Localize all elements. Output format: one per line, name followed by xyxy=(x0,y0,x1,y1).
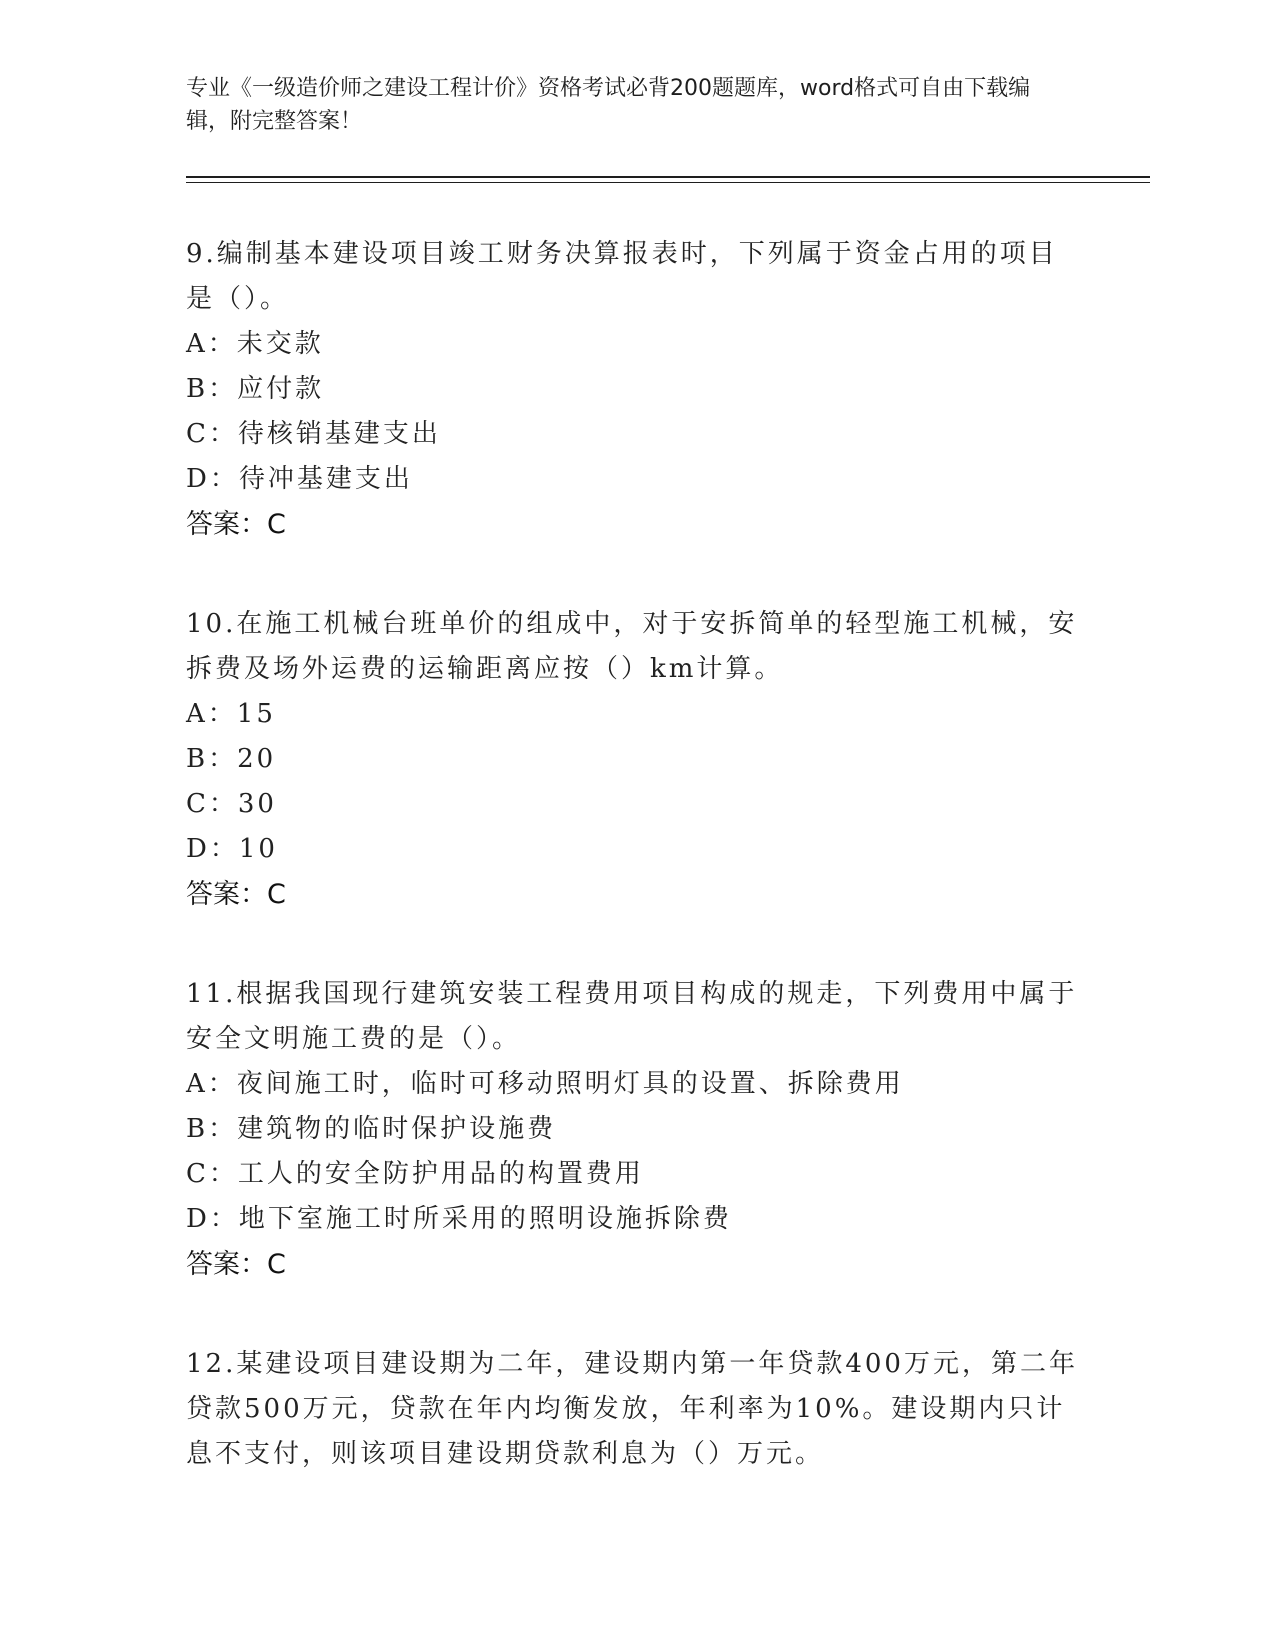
question-9 xyxy=(186,232,1086,547)
question-12 xyxy=(186,1342,1086,1477)
option-b: B：20 xyxy=(186,744,277,774)
question-stem: 10.在施工机械台班单价的组成中，对于安拆简单的轻型施工机械，安拆费及场外运费的运输距离应按（）km计算。 xyxy=(186,609,1078,684)
answer-line: 答案：C xyxy=(186,879,286,910)
option-a: A：夜间施工时，临时可移动照明灯具的设置、拆除费用 xyxy=(186,1069,904,1099)
question-list xyxy=(186,232,1086,1477)
option-a: A：未交款 xyxy=(186,329,324,359)
option-b: B：应付款 xyxy=(186,374,325,404)
question-stem: 12.某建设项目建设期为二年，建设期内第一年贷款400万元，第二年贷款500万元，贷款在年内均衡发放，年利率为10%。建设期内只计息不支付，则该项目建设期贷款利息为（）万元。 xyxy=(186,1349,1078,1469)
question-10 xyxy=(186,602,1086,917)
option-d: D：待冲基建支出 xyxy=(186,464,413,494)
question-11 xyxy=(186,972,1086,1287)
option-c: C：待核销基建支出 xyxy=(186,419,441,449)
option-b: B：建筑物的临时保护设施费 xyxy=(186,1114,557,1144)
option-c: C：30 xyxy=(186,789,277,819)
option-a: A：15 xyxy=(186,699,276,729)
answer-line: 答案：C xyxy=(186,1249,286,1280)
option-d: D：10 xyxy=(186,834,278,864)
question-stem: 9.编制基本建设项目竣工财务决算报表时，下列属于资金占用的项目是（）。 xyxy=(186,239,1058,314)
answer-line: 答案：C xyxy=(186,509,286,540)
option-d: D：地下室施工时所采用的照明设施拆除费 xyxy=(186,1204,732,1234)
header-rule-thin xyxy=(186,182,1150,183)
header-rule-thick xyxy=(186,176,1150,178)
document-header-text: 专业《一级造价师之建设工程计价》资格考试必背200题题库，word格式可自由下载编辑，附完整答案！ xyxy=(186,76,1031,134)
option-c: C：工人的安全防护用品的构置费用 xyxy=(186,1159,644,1189)
question-stem: 11.根据我国现行建筑安装工程费用项目构成的规走，下列费用中属于安全文明施工费的是（）。 xyxy=(186,979,1078,1054)
